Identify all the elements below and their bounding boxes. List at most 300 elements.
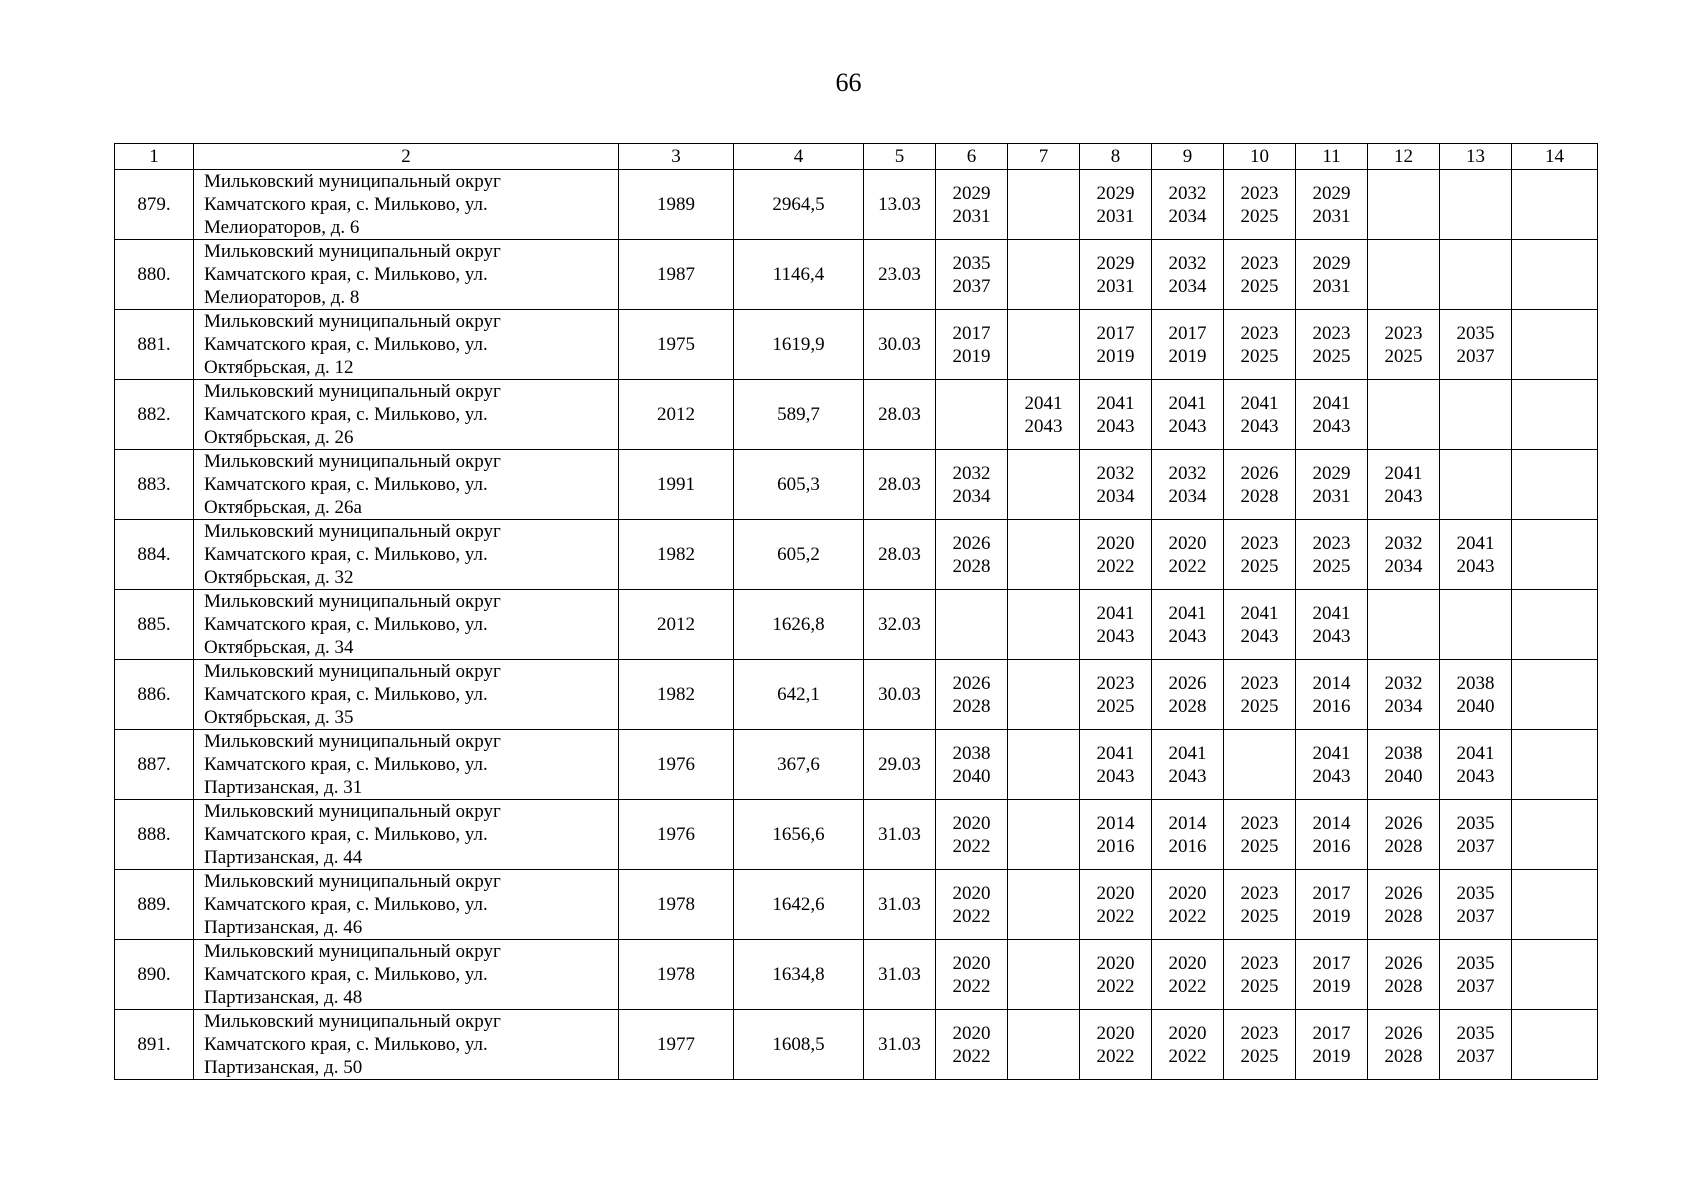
period-cell-9-line: 2032 bbox=[1168, 462, 1207, 484]
period-cell-11-line: 2041 bbox=[1312, 742, 1351, 764]
period-cell-8-line: 2034 bbox=[1096, 485, 1135, 507]
row-number: 885. bbox=[115, 590, 194, 660]
address-cell bbox=[194, 240, 619, 310]
period-cell-9-line: 2041 bbox=[1168, 602, 1207, 624]
period-cell-8-line: 2020 bbox=[1096, 1022, 1135, 1044]
address-cell-line: Мильковский муниципальный округ bbox=[204, 731, 501, 752]
total-area: 1656,6 bbox=[734, 800, 864, 870]
period-cell-12-line: 2023 bbox=[1384, 322, 1423, 344]
period-cell-13-line: 2041 bbox=[1456, 742, 1495, 764]
address-cell-line: Камчатского края, с. Мильково, ул. bbox=[204, 194, 488, 215]
period-cell-9 bbox=[1152, 660, 1224, 730]
address-cell-line: Камчатского края, с. Мильково, ул. bbox=[204, 264, 488, 285]
period-cell-10 bbox=[1224, 940, 1296, 1010]
period-cell-8-line: 2019 bbox=[1096, 345, 1135, 367]
year-built: 1982 bbox=[619, 660, 734, 730]
period-cell-11 bbox=[1296, 590, 1368, 660]
year-built: 1976 bbox=[619, 800, 734, 870]
period-cell-8-line: 2022 bbox=[1096, 555, 1135, 577]
year-built: 1991 bbox=[619, 450, 734, 520]
total-area: 1642,6 bbox=[734, 870, 864, 940]
period-cell-9-line: 2041 bbox=[1168, 392, 1207, 414]
period-cell-11-line: 2014 bbox=[1312, 812, 1351, 834]
period-cell-8-line: 2043 bbox=[1096, 415, 1135, 437]
period-cell-9 bbox=[1152, 1010, 1224, 1080]
total-area: 1634,8 bbox=[734, 940, 864, 1010]
period-cell-11-line: 2017 bbox=[1312, 952, 1351, 974]
period-cell-12-line: 2026 bbox=[1384, 1022, 1423, 1044]
period-cell-11-line: 2017 bbox=[1312, 882, 1351, 904]
period-cell-8-line: 2022 bbox=[1096, 1045, 1135, 1067]
row-number: 890. bbox=[115, 940, 194, 1010]
period-cell-8-line: 2032 bbox=[1096, 462, 1135, 484]
period-cell-9-line: 2020 bbox=[1168, 1022, 1207, 1044]
period-cell-10 bbox=[1224, 870, 1296, 940]
period-cell-10-line: 2025 bbox=[1240, 275, 1279, 297]
address-cell-line: Мильковский муниципальный округ bbox=[204, 381, 501, 402]
period-cell-9 bbox=[1152, 170, 1224, 240]
period-cell-14 bbox=[1512, 240, 1598, 310]
period-cell-14 bbox=[1512, 170, 1598, 240]
address-cell-line: Октябрьская, д. 32 bbox=[204, 567, 354, 588]
period-cell-12 bbox=[1368, 870, 1440, 940]
period-cell-9-line: 2032 bbox=[1168, 252, 1207, 274]
period-cell-13 bbox=[1440, 870, 1512, 940]
total-area: 642,1 bbox=[734, 660, 864, 730]
period-cell-10-line: 2025 bbox=[1240, 205, 1279, 227]
address-cell-line: Мелиораторов, д. 6 bbox=[204, 217, 360, 238]
period-cell-6-line: 2020 bbox=[952, 1022, 991, 1044]
period-cell-11-line: 2041 bbox=[1312, 602, 1351, 624]
period-cell-7 bbox=[1008, 240, 1080, 310]
housing-register-table bbox=[114, 143, 1598, 1080]
period-cell-8 bbox=[1080, 590, 1152, 660]
total-area: 1146,4 bbox=[734, 240, 864, 310]
year-built: 1987 bbox=[619, 240, 734, 310]
period-cell-7 bbox=[1008, 870, 1080, 940]
wear-value: 28.03 bbox=[864, 380, 936, 450]
period-cell-9 bbox=[1152, 310, 1224, 380]
period-cell-8-line: 2020 bbox=[1096, 532, 1135, 554]
period-cell-13 bbox=[1440, 450, 1512, 520]
column-header-9: 9 bbox=[1152, 144, 1224, 170]
address-cell-line: Мильковский муниципальный округ bbox=[204, 661, 501, 682]
period-cell-9 bbox=[1152, 800, 1224, 870]
address-cell bbox=[194, 660, 619, 730]
period-cell-12 bbox=[1368, 170, 1440, 240]
period-cell-13-line: 2043 bbox=[1456, 555, 1495, 577]
address-cell-line: Камчатского края, с. Мильково, ул. bbox=[204, 824, 488, 845]
period-cell-13-line: 2035 bbox=[1456, 882, 1495, 904]
address-cell-line: Октябрьская, д. 34 bbox=[204, 637, 354, 658]
period-cell-11-line: 2031 bbox=[1312, 205, 1351, 227]
period-cell-10 bbox=[1224, 450, 1296, 520]
address-cell-line: Мелиораторов, д. 8 bbox=[204, 287, 360, 308]
address-cell-line: Мильковский муниципальный округ bbox=[204, 521, 501, 542]
period-cell-8-line: 2043 bbox=[1096, 765, 1135, 787]
period-cell-9-line: 2028 bbox=[1168, 695, 1207, 717]
period-cell-9-line: 2022 bbox=[1168, 975, 1207, 997]
period-cell-7 bbox=[1008, 730, 1080, 800]
year-built: 1977 bbox=[619, 1010, 734, 1080]
address-cell bbox=[194, 590, 619, 660]
table-row bbox=[115, 240, 1598, 310]
period-cell-11-line: 2031 bbox=[1312, 485, 1351, 507]
period-cell-13 bbox=[1440, 730, 1512, 800]
period-cell-13 bbox=[1440, 940, 1512, 1010]
wear-value: 30.03 bbox=[864, 310, 936, 380]
period-cell-8-line: 2022 bbox=[1096, 905, 1135, 927]
period-cell-14 bbox=[1512, 730, 1598, 800]
period-cell-9-line: 2022 bbox=[1168, 905, 1207, 927]
period-cell-6 bbox=[936, 1010, 1008, 1080]
period-cell-12 bbox=[1368, 310, 1440, 380]
period-cell-8 bbox=[1080, 520, 1152, 590]
address-cell-line: Камчатского края, с. Мильково, ул. bbox=[204, 334, 488, 355]
period-cell-8-line: 2029 bbox=[1096, 252, 1135, 274]
period-cell-6-line: 2022 bbox=[952, 1045, 991, 1067]
column-header-11: 11 bbox=[1296, 144, 1368, 170]
address-cell-line: Камчатского края, с. Мильково, ул. bbox=[204, 544, 488, 565]
period-cell-12-line: 2040 bbox=[1384, 765, 1423, 787]
period-cell-8-line: 2031 bbox=[1096, 205, 1135, 227]
period-cell-11 bbox=[1296, 450, 1368, 520]
period-cell-9-line: 2034 bbox=[1168, 275, 1207, 297]
period-cell-6-line: 2034 bbox=[952, 485, 991, 507]
period-cell-9-line: 2020 bbox=[1168, 532, 1207, 554]
period-cell-14 bbox=[1512, 310, 1598, 380]
period-cell-8-line: 2041 bbox=[1096, 602, 1135, 624]
period-cell-6-line: 2020 bbox=[952, 952, 991, 974]
period-cell-6-line: 2040 bbox=[952, 765, 991, 787]
address-cell bbox=[194, 380, 619, 450]
period-cell-7 bbox=[1008, 1010, 1080, 1080]
period-cell-9 bbox=[1152, 590, 1224, 660]
wear-value: 31.03 bbox=[864, 800, 936, 870]
year-built: 1989 bbox=[619, 170, 734, 240]
period-cell-8-line: 2016 bbox=[1096, 835, 1135, 857]
period-cell-7 bbox=[1008, 660, 1080, 730]
period-cell-13 bbox=[1440, 660, 1512, 730]
period-cell-10-line: 2025 bbox=[1240, 555, 1279, 577]
period-cell-13 bbox=[1440, 170, 1512, 240]
period-cell-12 bbox=[1368, 800, 1440, 870]
period-cell-10 bbox=[1224, 660, 1296, 730]
period-cell-13-line: 2040 bbox=[1456, 695, 1495, 717]
table-row bbox=[115, 590, 1598, 660]
period-cell-9 bbox=[1152, 240, 1224, 310]
period-cell-11 bbox=[1296, 170, 1368, 240]
period-cell-6-line: 2029 bbox=[952, 182, 991, 204]
period-cell-12-line: 2028 bbox=[1384, 835, 1423, 857]
period-cell-13 bbox=[1440, 380, 1512, 450]
row-number: 891. bbox=[115, 1010, 194, 1080]
period-cell-8-line: 2041 bbox=[1096, 742, 1135, 764]
table-row bbox=[115, 730, 1598, 800]
period-cell-11-line: 2023 bbox=[1312, 532, 1351, 554]
period-cell-9-line: 2032 bbox=[1168, 182, 1207, 204]
period-cell-7 bbox=[1008, 590, 1080, 660]
period-cell-12-line: 2028 bbox=[1384, 975, 1423, 997]
row-number: 880. bbox=[115, 240, 194, 310]
period-cell-10 bbox=[1224, 310, 1296, 380]
period-cell-10-line: 2025 bbox=[1240, 975, 1279, 997]
period-cell-14 bbox=[1512, 940, 1598, 1010]
period-cell-10 bbox=[1224, 590, 1296, 660]
year-built: 2012 bbox=[619, 380, 734, 450]
period-cell-12 bbox=[1368, 520, 1440, 590]
period-cell-6-line: 2020 bbox=[952, 812, 991, 834]
period-cell-12 bbox=[1368, 450, 1440, 520]
address-cell bbox=[194, 730, 619, 800]
period-cell-8-line: 2025 bbox=[1096, 695, 1135, 717]
period-cell-14 bbox=[1512, 1010, 1598, 1080]
period-cell-6-line: 2022 bbox=[952, 905, 991, 927]
year-built: 1978 bbox=[619, 940, 734, 1010]
address-cell-line: Октябрьская, д. 35 bbox=[204, 707, 354, 728]
period-cell-12-line: 2028 bbox=[1384, 905, 1423, 927]
period-cell-9-line: 2020 bbox=[1168, 952, 1207, 974]
period-cell-12-line: 2032 bbox=[1384, 672, 1423, 694]
address-cell-line: Камчатского края, с. Мильково, ул. bbox=[204, 964, 488, 985]
period-cell-12-line: 2041 bbox=[1384, 462, 1423, 484]
period-cell-9-line: 2043 bbox=[1168, 765, 1207, 787]
period-cell-10-line: 2023 bbox=[1240, 322, 1279, 344]
period-cell-10-line: 2023 bbox=[1240, 1022, 1279, 1044]
period-cell-6 bbox=[936, 940, 1008, 1010]
period-cell-14 bbox=[1512, 520, 1598, 590]
column-header-14: 14 bbox=[1512, 144, 1598, 170]
period-cell-13-line: 2035 bbox=[1456, 952, 1495, 974]
period-cell-8-line: 2017 bbox=[1096, 322, 1135, 344]
period-cell-11-line: 2016 bbox=[1312, 835, 1351, 857]
period-cell-8-line: 2031 bbox=[1096, 275, 1135, 297]
table-row bbox=[115, 940, 1598, 1010]
period-cell-10 bbox=[1224, 520, 1296, 590]
period-cell-11-line: 2019 bbox=[1312, 1045, 1351, 1067]
period-cell-14 bbox=[1512, 590, 1598, 660]
period-cell-11-line: 2014 bbox=[1312, 672, 1351, 694]
period-cell-13 bbox=[1440, 310, 1512, 380]
period-cell-11 bbox=[1296, 380, 1368, 450]
address-cell bbox=[194, 940, 619, 1010]
period-cell-10-line: 2041 bbox=[1240, 392, 1279, 414]
column-number-row bbox=[115, 144, 1598, 170]
column-header-5: 5 bbox=[864, 144, 936, 170]
period-cell-11-line: 2017 bbox=[1312, 1022, 1351, 1044]
period-cell-7 bbox=[1008, 170, 1080, 240]
period-cell-9-line: 2017 bbox=[1168, 322, 1207, 344]
row-number: 886. bbox=[115, 660, 194, 730]
address-cell-line: Октябрьская, д. 12 bbox=[204, 357, 354, 378]
period-cell-10 bbox=[1224, 380, 1296, 450]
address-cell-line: Мильковский муниципальный округ bbox=[204, 451, 501, 472]
period-cell-6-line: 2037 bbox=[952, 275, 991, 297]
period-cell-10 bbox=[1224, 240, 1296, 310]
address-cell bbox=[194, 450, 619, 520]
period-cell-9-line: 2041 bbox=[1168, 742, 1207, 764]
total-area: 589,7 bbox=[734, 380, 864, 450]
period-cell-6-line: 2028 bbox=[952, 555, 991, 577]
address-cell-line: Октябрьская, д. 26а bbox=[204, 497, 362, 518]
column-header-6: 6 bbox=[936, 144, 1008, 170]
period-cell-10-line: 2023 bbox=[1240, 812, 1279, 834]
period-cell-12-line: 2025 bbox=[1384, 345, 1423, 367]
period-cell-6-line: 2038 bbox=[952, 742, 991, 764]
period-cell-9 bbox=[1152, 520, 1224, 590]
address-cell bbox=[194, 870, 619, 940]
period-cell-12-line: 2038 bbox=[1384, 742, 1423, 764]
column-header-13: 13 bbox=[1440, 144, 1512, 170]
period-cell-11-line: 2029 bbox=[1312, 252, 1351, 274]
period-cell-8 bbox=[1080, 660, 1152, 730]
address-cell-line: Мильковский муниципальный округ bbox=[204, 171, 501, 192]
year-built: 1978 bbox=[619, 870, 734, 940]
period-cell-8-line: 2043 bbox=[1096, 625, 1135, 647]
period-cell-13-line: 2043 bbox=[1456, 765, 1495, 787]
address-cell-line: Партизанская, д. 46 bbox=[204, 917, 363, 938]
period-cell-9-line: 2022 bbox=[1168, 1045, 1207, 1067]
period-cell-6-line: 2019 bbox=[952, 345, 991, 367]
row-number: 883. bbox=[115, 450, 194, 520]
period-cell-10 bbox=[1224, 170, 1296, 240]
wear-value: 28.03 bbox=[864, 520, 936, 590]
period-cell-13-line: 2038 bbox=[1456, 672, 1495, 694]
year-built: 1976 bbox=[619, 730, 734, 800]
period-cell-7 bbox=[1008, 940, 1080, 1010]
address-cell bbox=[194, 170, 619, 240]
period-cell-11-line: 2016 bbox=[1312, 695, 1351, 717]
period-cell-11-line: 2043 bbox=[1312, 415, 1351, 437]
wear-value: 28.03 bbox=[864, 450, 936, 520]
wear-value: 31.03 bbox=[864, 870, 936, 940]
period-cell-11 bbox=[1296, 800, 1368, 870]
period-cell-13 bbox=[1440, 800, 1512, 870]
period-cell-11-line: 2043 bbox=[1312, 625, 1351, 647]
period-cell-12-line: 2034 bbox=[1384, 555, 1423, 577]
period-cell-12-line: 2028 bbox=[1384, 1045, 1423, 1067]
period-cell-11 bbox=[1296, 940, 1368, 1010]
period-cell-6 bbox=[936, 800, 1008, 870]
address-cell-line: Партизанская, д. 31 bbox=[204, 777, 363, 798]
period-cell-7 bbox=[1008, 450, 1080, 520]
period-cell-9 bbox=[1152, 870, 1224, 940]
year-built: 2012 bbox=[619, 590, 734, 660]
total-area: 1619,9 bbox=[734, 310, 864, 380]
period-cell-8 bbox=[1080, 800, 1152, 870]
table-body bbox=[115, 170, 1598, 1080]
address-cell-line: Камчатского края, с. Мильково, ул. bbox=[204, 474, 488, 495]
period-cell-6 bbox=[936, 240, 1008, 310]
period-cell-14 bbox=[1512, 870, 1598, 940]
table-row bbox=[115, 450, 1598, 520]
address-cell-line: Мильковский муниципальный округ bbox=[204, 801, 501, 822]
table-row bbox=[115, 520, 1598, 590]
period-cell-11-line: 2019 bbox=[1312, 905, 1351, 927]
period-cell-6 bbox=[936, 870, 1008, 940]
period-cell-8 bbox=[1080, 240, 1152, 310]
period-cell-8 bbox=[1080, 310, 1152, 380]
period-cell-12 bbox=[1368, 730, 1440, 800]
period-cell-7-line: 2041 bbox=[1024, 392, 1063, 414]
period-cell-9-line: 2043 bbox=[1168, 415, 1207, 437]
table-row bbox=[115, 800, 1598, 870]
column-header-3: 3 bbox=[619, 144, 734, 170]
period-cell-8-line: 2023 bbox=[1096, 672, 1135, 694]
period-cell-9-line: 2043 bbox=[1168, 625, 1207, 647]
address-cell-line: Мильковский муниципальный округ bbox=[204, 591, 501, 612]
period-cell-6 bbox=[936, 310, 1008, 380]
period-cell-10-line: 2041 bbox=[1240, 602, 1279, 624]
period-cell-8 bbox=[1080, 170, 1152, 240]
period-cell-13-line: 2037 bbox=[1456, 835, 1495, 857]
period-cell-12-line: 2026 bbox=[1384, 952, 1423, 974]
page-number: 66 bbox=[835, 68, 862, 97]
period-cell-10-line: 2025 bbox=[1240, 835, 1279, 857]
address-cell-line: Камчатского края, с. Мильково, ул. bbox=[204, 754, 488, 775]
period-cell-6-line: 2031 bbox=[952, 205, 991, 227]
period-cell-11-line: 2043 bbox=[1312, 765, 1351, 787]
column-header-12: 12 bbox=[1368, 144, 1440, 170]
period-cell-11-line: 2025 bbox=[1312, 555, 1351, 577]
period-cell-9-line: 2019 bbox=[1168, 345, 1207, 367]
period-cell-11 bbox=[1296, 870, 1368, 940]
row-number: 882. bbox=[115, 380, 194, 450]
period-cell-10-line: 2043 bbox=[1240, 625, 1279, 647]
period-cell-12 bbox=[1368, 380, 1440, 450]
period-cell-10-line: 2023 bbox=[1240, 952, 1279, 974]
period-cell-6 bbox=[936, 450, 1008, 520]
address-cell-line: Мильковский муниципальный округ bbox=[204, 241, 501, 262]
address-cell-line: Мильковский муниципальный округ bbox=[204, 871, 501, 892]
period-cell-9-line: 2014 bbox=[1168, 812, 1207, 834]
period-cell-8-line: 2041 bbox=[1096, 392, 1135, 414]
period-cell-6-line: 2020 bbox=[952, 882, 991, 904]
address-cell-line: Партизанская, д. 48 bbox=[204, 987, 363, 1008]
period-cell-12-line: 2026 bbox=[1384, 882, 1423, 904]
period-cell-13-line: 2035 bbox=[1456, 1022, 1495, 1044]
period-cell-10-line: 2025 bbox=[1240, 345, 1279, 367]
period-cell-6 bbox=[936, 170, 1008, 240]
year-built: 1975 bbox=[619, 310, 734, 380]
period-cell-9 bbox=[1152, 940, 1224, 1010]
period-cell-9-line: 2034 bbox=[1168, 485, 1207, 507]
period-cell-11-line: 2023 bbox=[1312, 322, 1351, 344]
total-area: 605,3 bbox=[734, 450, 864, 520]
period-cell-13-line: 2035 bbox=[1456, 322, 1495, 344]
period-cell-13-line: 2041 bbox=[1456, 532, 1495, 554]
address-cell bbox=[194, 520, 619, 590]
period-cell-10-line: 2023 bbox=[1240, 182, 1279, 204]
row-number: 888. bbox=[115, 800, 194, 870]
period-cell-6-line: 2017 bbox=[952, 322, 991, 344]
wear-value: 32.03 bbox=[864, 590, 936, 660]
address-cell bbox=[194, 1010, 619, 1080]
period-cell-12-line: 2026 bbox=[1384, 812, 1423, 834]
wear-value: 13.03 bbox=[864, 170, 936, 240]
period-cell-8 bbox=[1080, 1010, 1152, 1080]
row-number: 881. bbox=[115, 310, 194, 380]
period-cell-7 bbox=[1008, 520, 1080, 590]
period-cell-6 bbox=[936, 730, 1008, 800]
period-cell-6 bbox=[936, 380, 1008, 450]
period-cell-13 bbox=[1440, 1010, 1512, 1080]
period-cell-14 bbox=[1512, 800, 1598, 870]
period-cell-9 bbox=[1152, 380, 1224, 450]
table-row bbox=[115, 310, 1598, 380]
period-cell-14 bbox=[1512, 450, 1598, 520]
period-cell-6-line: 2022 bbox=[952, 975, 991, 997]
